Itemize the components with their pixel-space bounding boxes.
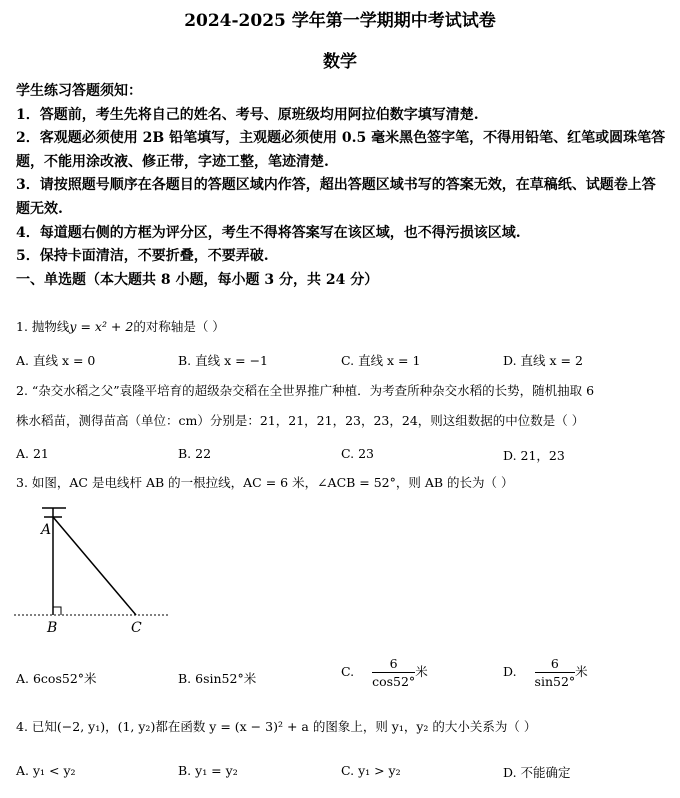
label-c: C bbox=[131, 620, 142, 636]
notice-item-1: 1．答题前，考生先将自己的姓名、考号、原班级均用阿拉伯数字填写清楚. bbox=[16, 106, 479, 123]
notice-block bbox=[16, 80, 666, 292]
q3-option-c-fraction bbox=[372, 656, 415, 689]
label-b: B bbox=[47, 620, 58, 636]
notice-heading: 学生练习答题须知： bbox=[16, 83, 142, 99]
q2-option-d: D. 21，23 bbox=[503, 448, 565, 463]
q2-option-b: B. 22 bbox=[178, 446, 212, 461]
wire-ac bbox=[53, 517, 136, 615]
exam-subject: 数学 bbox=[323, 52, 357, 72]
q2-option-a: A. 21 bbox=[16, 446, 49, 461]
right-angle-mark bbox=[53, 607, 61, 615]
q4-option-c: C. y₁ > y₂ bbox=[341, 763, 401, 778]
q2-line-2: 株水稻苗，测得苗高（单位：cm）分别是：21，21，21，23，23，24，则这组数据的中位数是（ ） bbox=[16, 413, 585, 428]
q3-option-b: B. 6sin52°米 bbox=[178, 671, 257, 686]
q3-option-c bbox=[341, 656, 428, 689]
q3-option-c-label: C. bbox=[341, 664, 355, 679]
q4-option-a: A. y₁ < y₂ bbox=[16, 763, 76, 778]
q1-suffix: 的对称轴是（ ） bbox=[133, 319, 225, 334]
notice-item-3: 3．请按照题号顺序在各题目的答题区域内作答，超出答题区域书写的答案无效，在草稿纸、试题卷上答题无效. bbox=[16, 177, 656, 217]
q1-option-a: A. 直线 x = 0 bbox=[16, 353, 96, 368]
q3-option-c-unit: 米 bbox=[415, 664, 428, 679]
q3-figure bbox=[0, 500, 200, 640]
q1-option-b: B. 直线 x = −1 bbox=[178, 353, 269, 368]
question-2 bbox=[16, 376, 666, 436]
q3-option-c-denominator: cos52° bbox=[372, 674, 416, 689]
q3-option-d-label: D. bbox=[503, 664, 517, 679]
q3-option-d-denominator: sin52° bbox=[534, 674, 576, 689]
q1-option-d: D. 直线 x = 2 bbox=[503, 353, 583, 368]
notice-item-4: 4．每道题右侧的方框为评分区，考生不得将答案写在该区域，也不得污损该区域. bbox=[16, 224, 521, 241]
q3-option-d-fraction bbox=[535, 656, 576, 689]
q4-option-d: D. 不能确定 bbox=[503, 765, 571, 780]
q3-option-d-unit: 米 bbox=[575, 664, 588, 679]
label-a: A bbox=[41, 522, 52, 538]
q3-option-d bbox=[503, 656, 588, 689]
q3-option-a: A. 6cos52°米 bbox=[16, 671, 97, 686]
section-1-heading: 一、单选题（本大题共 8 小题，每小题 3 分，共 24 分） bbox=[16, 271, 379, 288]
notice-item-5: 5．保持卡面清洁，不要折叠，不要弄破. bbox=[16, 248, 269, 265]
q4-option-b: B. y₁ = y₂ bbox=[178, 763, 238, 778]
q3-option-d-numerator: 6 bbox=[535, 656, 576, 673]
q2-option-c: C. 23 bbox=[341, 446, 374, 461]
notice-item-2: 2．客观题必须使用 2B 铅笔填写，主观题必须使用 0.5 毫米黑色签字笔，不得用铅笔、红笔或圆珠笔答题，不能用涂改液、修正带，字迹工整，笔迹清楚. bbox=[16, 130, 666, 170]
q3-option-c-numerator: 6 bbox=[372, 656, 415, 673]
q1-expression: y = x² + 2 bbox=[69, 319, 134, 334]
q1-option-c: C. 直线 x = 1 bbox=[341, 353, 421, 368]
question-3: 3. 如图，AC 是电线杆 AB 的一根拉线，AC = 6 米，∠ACB = 52°，则 AB 的长为（ ） bbox=[16, 475, 514, 490]
q2-line-1: 2. “杂交水稻之父”袁隆平培育的超级杂交稻在全世界推广种植．为考查所种杂交水稻的长势，随机抽取 6 bbox=[16, 383, 595, 398]
q1-prefix: 1. 抛物线 bbox=[16, 319, 70, 334]
question-4: 4. 已知(−2, y₁)，(1, y₂)都在函数 y = (x − 3)² + a 的图象上，则 y₁，y₂ 的大小关系为（ ） bbox=[16, 719, 537, 734]
question-1 bbox=[16, 313, 666, 341]
exam-title: 2024-2025 学年第一学期期中考试试卷 bbox=[184, 11, 496, 31]
